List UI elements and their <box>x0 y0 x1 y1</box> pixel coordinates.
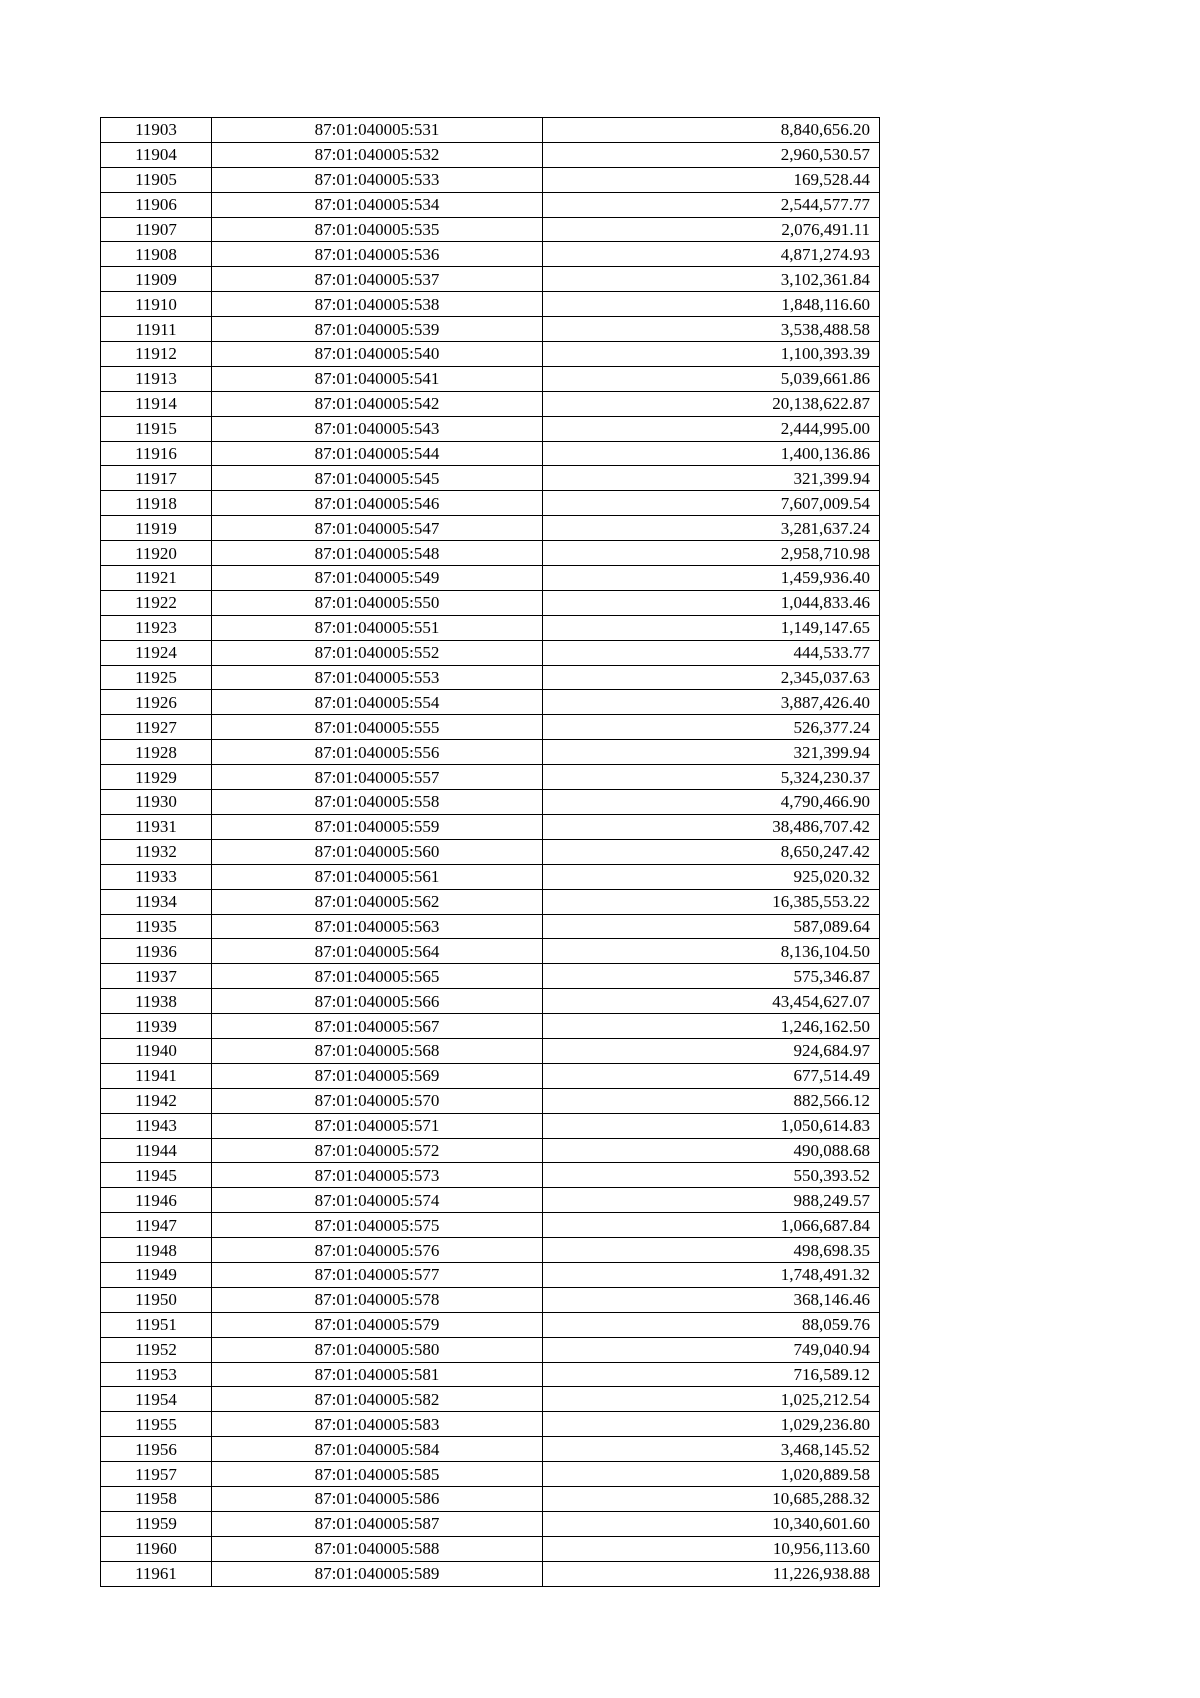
cadastral-number-cell: 87:01:040005:555 <box>212 715 543 740</box>
table-row <box>101 167 880 192</box>
cadastral-number-cell: 87:01:040005:579 <box>212 1312 543 1337</box>
table-row <box>101 142 880 167</box>
cadastral-number-cell: 87:01:040005:540 <box>212 342 543 367</box>
row-number-cell: 11942 <box>101 1088 212 1113</box>
table-row <box>101 1088 880 1113</box>
cadastral-number-cell: 87:01:040005:543 <box>212 416 543 441</box>
cadastral-number-cell: 87:01:040005:547 <box>212 516 543 541</box>
cadastral-number-cell: 87:01:040005:566 <box>212 989 543 1014</box>
table-row <box>101 1312 880 1337</box>
value-cell: 716,589.12 <box>543 1362 880 1387</box>
table-row <box>101 964 880 989</box>
row-number-cell: 11922 <box>101 590 212 615</box>
value-cell: 2,544,577.77 <box>543 192 880 217</box>
value-cell: 1,025,212.54 <box>543 1387 880 1412</box>
table-row <box>101 590 880 615</box>
cadastral-number-cell: 87:01:040005:554 <box>212 690 543 715</box>
table-row <box>101 466 880 491</box>
cadastral-number-cell: 87:01:040005:574 <box>212 1188 543 1213</box>
cadastral-number-cell: 87:01:040005:563 <box>212 914 543 939</box>
cadastral-number-cell: 87:01:040005:564 <box>212 939 543 964</box>
row-number-cell: 11956 <box>101 1437 212 1462</box>
table-row <box>101 416 880 441</box>
row-number-cell: 11925 <box>101 665 212 690</box>
row-number-cell: 11939 <box>101 1014 212 1039</box>
row-number-cell: 11909 <box>101 267 212 292</box>
table-row <box>101 690 880 715</box>
value-cell: 677,514.49 <box>543 1063 880 1088</box>
value-cell: 1,400,136.86 <box>543 441 880 466</box>
table-row <box>101 1213 880 1238</box>
row-number-cell: 11935 <box>101 914 212 939</box>
row-number-cell: 11949 <box>101 1262 212 1287</box>
cadastral-number-cell: 87:01:040005:558 <box>212 790 543 815</box>
row-number-cell: 11913 <box>101 366 212 391</box>
table-row <box>101 814 880 839</box>
row-number-cell: 11937 <box>101 964 212 989</box>
value-cell: 8,136,104.50 <box>543 939 880 964</box>
cadastral-number-cell: 87:01:040005:557 <box>212 765 543 790</box>
row-number-cell: 11915 <box>101 416 212 441</box>
row-number-cell: 11928 <box>101 740 212 765</box>
value-cell: 88,059.76 <box>543 1312 880 1337</box>
cadastral-number-cell: 87:01:040005:550 <box>212 590 543 615</box>
value-cell: 7,607,009.54 <box>543 491 880 516</box>
value-cell: 8,650,247.42 <box>543 839 880 864</box>
value-cell: 5,039,661.86 <box>543 366 880 391</box>
cadastral-number-cell: 87:01:040005:588 <box>212 1536 543 1561</box>
value-cell: 1,748,491.32 <box>543 1262 880 1287</box>
value-cell: 20,138,622.87 <box>543 391 880 416</box>
cadastral-number-cell: 87:01:040005:553 <box>212 665 543 690</box>
table-row <box>101 1387 880 1412</box>
cadastral-number-cell: 87:01:040005:570 <box>212 1088 543 1113</box>
value-cell: 1,246,162.50 <box>543 1014 880 1039</box>
value-cell: 1,050,614.83 <box>543 1113 880 1138</box>
cadastral-number-cell: 87:01:040005:568 <box>212 1038 543 1063</box>
cadastral-number-cell: 87:01:040005:551 <box>212 615 543 640</box>
value-cell: 526,377.24 <box>543 715 880 740</box>
table-row <box>101 217 880 242</box>
table-row <box>101 1262 880 1287</box>
row-number-cell: 11914 <box>101 391 212 416</box>
table-row <box>101 267 880 292</box>
row-number-cell: 11943 <box>101 1113 212 1138</box>
row-number-cell: 11940 <box>101 1038 212 1063</box>
value-cell: 490,088.68 <box>543 1138 880 1163</box>
value-cell: 3,468,145.52 <box>543 1437 880 1462</box>
value-cell: 321,399.94 <box>543 740 880 765</box>
value-cell: 444,533.77 <box>543 640 880 665</box>
row-number-cell: 11933 <box>101 864 212 889</box>
cadastral-number-cell: 87:01:040005:534 <box>212 192 543 217</box>
row-number-cell: 11905 <box>101 167 212 192</box>
row-number-cell: 11930 <box>101 790 212 815</box>
cadastral-number-cell: 87:01:040005:538 <box>212 292 543 317</box>
table-row <box>101 1138 880 1163</box>
table-row <box>101 317 880 342</box>
row-number-cell: 11903 <box>101 118 212 143</box>
row-number-cell: 11904 <box>101 142 212 167</box>
cadastral-number-cell: 87:01:040005:582 <box>212 1387 543 1412</box>
table-row <box>101 1287 880 1312</box>
value-cell: 2,076,491.11 <box>543 217 880 242</box>
row-number-cell: 11910 <box>101 292 212 317</box>
cadastral-number-cell: 87:01:040005:571 <box>212 1113 543 1138</box>
value-cell: 1,848,116.60 <box>543 292 880 317</box>
value-cell: 882,566.12 <box>543 1088 880 1113</box>
cadastral-number-cell: 87:01:040005:586 <box>212 1486 543 1511</box>
cadastral-number-cell: 87:01:040005:567 <box>212 1014 543 1039</box>
row-number-cell: 11944 <box>101 1138 212 1163</box>
value-cell: 3,538,488.58 <box>543 317 880 342</box>
row-number-cell: 11955 <box>101 1412 212 1437</box>
value-cell: 3,887,426.40 <box>543 690 880 715</box>
cadastral-number-cell: 87:01:040005:537 <box>212 267 543 292</box>
table-row <box>101 1437 880 1462</box>
table-row <box>101 566 880 591</box>
cadastral-number-cell: 87:01:040005:542 <box>212 391 543 416</box>
cadastral-number-cell: 87:01:040005:548 <box>212 541 543 566</box>
value-cell: 498,698.35 <box>543 1238 880 1263</box>
value-cell: 10,956,113.60 <box>543 1536 880 1561</box>
cadastral-number-cell: 87:01:040005:578 <box>212 1287 543 1312</box>
row-number-cell: 11931 <box>101 814 212 839</box>
cadastral-number-cell: 87:01:040005:573 <box>212 1163 543 1188</box>
value-cell: 43,454,627.07 <box>543 989 880 1014</box>
row-number-cell: 11957 <box>101 1462 212 1487</box>
value-cell: 550,393.52 <box>543 1163 880 1188</box>
row-number-cell: 11950 <box>101 1287 212 1312</box>
cadastral-number-cell: 87:01:040005:549 <box>212 566 543 591</box>
cadastral-number-cell: 87:01:040005:533 <box>212 167 543 192</box>
row-number-cell: 11938 <box>101 989 212 1014</box>
table-body <box>101 118 880 1587</box>
value-cell: 575,346.87 <box>543 964 880 989</box>
value-cell: 368,146.46 <box>543 1287 880 1312</box>
row-number-cell: 11953 <box>101 1362 212 1387</box>
table-row <box>101 342 880 367</box>
value-cell: 3,281,637.24 <box>543 516 880 541</box>
value-cell: 587,089.64 <box>543 914 880 939</box>
table-row <box>101 839 880 864</box>
row-number-cell: 11926 <box>101 690 212 715</box>
cadastral-number-cell: 87:01:040005:536 <box>212 242 543 267</box>
table-row <box>101 1511 880 1536</box>
row-number-cell: 11924 <box>101 640 212 665</box>
cadastral-number-cell: 87:01:040005:576 <box>212 1238 543 1263</box>
value-cell: 3,102,361.84 <box>543 267 880 292</box>
row-number-cell: 11961 <box>101 1561 212 1586</box>
value-cell: 16,385,553.22 <box>543 889 880 914</box>
table-row <box>101 1486 880 1511</box>
row-number-cell: 11923 <box>101 615 212 640</box>
row-number-cell: 11934 <box>101 889 212 914</box>
cadastral-number-cell: 87:01:040005:545 <box>212 466 543 491</box>
cadastral-number-cell: 87:01:040005:552 <box>212 640 543 665</box>
table-row <box>101 715 880 740</box>
cadastral-number-cell: 87:01:040005:569 <box>212 1063 543 1088</box>
value-cell: 1,459,936.40 <box>543 566 880 591</box>
table-row <box>101 790 880 815</box>
cadastral-number-cell: 87:01:040005:531 <box>212 118 543 143</box>
row-number-cell: 11936 <box>101 939 212 964</box>
cadastral-number-cell: 87:01:040005:581 <box>212 1362 543 1387</box>
table-row <box>101 665 880 690</box>
table-row <box>101 541 880 566</box>
table-row <box>101 1063 880 1088</box>
row-number-cell: 11919 <box>101 516 212 541</box>
cadastral-number-cell: 87:01:040005:559 <box>212 814 543 839</box>
cadastral-number-cell: 87:01:040005:544 <box>212 441 543 466</box>
value-cell: 10,685,288.32 <box>543 1486 880 1511</box>
row-number-cell: 11911 <box>101 317 212 342</box>
table-row <box>101 864 880 889</box>
table-row <box>101 366 880 391</box>
value-cell: 1,066,687.84 <box>543 1213 880 1238</box>
row-number-cell: 11959 <box>101 1511 212 1536</box>
row-number-cell: 11941 <box>101 1063 212 1088</box>
cadastral-number-cell: 87:01:040005:535 <box>212 217 543 242</box>
table-row <box>101 1113 880 1138</box>
value-cell: 38,486,707.42 <box>543 814 880 839</box>
table-row <box>101 1238 880 1263</box>
value-cell: 1,100,393.39 <box>543 342 880 367</box>
value-cell: 5,324,230.37 <box>543 765 880 790</box>
cadastral-number-cell: 87:01:040005:560 <box>212 839 543 864</box>
table-row <box>101 1362 880 1387</box>
data-table <box>100 117 880 1587</box>
cadastral-number-cell: 87:01:040005:532 <box>212 142 543 167</box>
row-number-cell: 11916 <box>101 441 212 466</box>
cadastral-number-cell: 87:01:040005:561 <box>212 864 543 889</box>
table-row <box>101 516 880 541</box>
cadastral-number-cell: 87:01:040005:584 <box>212 1437 543 1462</box>
table-row <box>101 1561 880 1586</box>
table-row <box>101 441 880 466</box>
row-number-cell: 11946 <box>101 1188 212 1213</box>
table-row <box>101 640 880 665</box>
cadastral-number-cell: 87:01:040005:562 <box>212 889 543 914</box>
table-row <box>101 242 880 267</box>
row-number-cell: 11947 <box>101 1213 212 1238</box>
table-row <box>101 740 880 765</box>
row-number-cell: 11929 <box>101 765 212 790</box>
value-cell: 10,340,601.60 <box>543 1511 880 1536</box>
row-number-cell: 11917 <box>101 466 212 491</box>
row-number-cell: 11958 <box>101 1486 212 1511</box>
value-cell: 988,249.57 <box>543 1188 880 1213</box>
value-cell: 2,958,710.98 <box>543 541 880 566</box>
value-cell: 4,871,274.93 <box>543 242 880 267</box>
cadastral-number-cell: 87:01:040005:587 <box>212 1511 543 1536</box>
table-row <box>101 1412 880 1437</box>
value-cell: 1,029,236.80 <box>543 1412 880 1437</box>
cadastral-number-cell: 87:01:040005:556 <box>212 740 543 765</box>
cadastral-number-cell: 87:01:040005:577 <box>212 1262 543 1287</box>
value-cell: 925,020.32 <box>543 864 880 889</box>
table-row <box>101 118 880 143</box>
row-number-cell: 11908 <box>101 242 212 267</box>
row-number-cell: 11932 <box>101 839 212 864</box>
row-number-cell: 11960 <box>101 1536 212 1561</box>
value-cell: 2,960,530.57 <box>543 142 880 167</box>
cadastral-number-cell: 87:01:040005:541 <box>212 366 543 391</box>
table-row <box>101 1014 880 1039</box>
cadastral-number-cell: 87:01:040005:585 <box>212 1462 543 1487</box>
row-number-cell: 11921 <box>101 566 212 591</box>
cadastral-number-cell: 87:01:040005:589 <box>212 1561 543 1586</box>
value-cell: 924,684.97 <box>543 1038 880 1063</box>
row-number-cell: 11920 <box>101 541 212 566</box>
cadastral-number-cell: 87:01:040005:580 <box>212 1337 543 1362</box>
table-row <box>101 491 880 516</box>
value-cell: 1,020,889.58 <box>543 1462 880 1487</box>
value-cell: 749,040.94 <box>543 1337 880 1362</box>
table-row <box>101 889 880 914</box>
table-row <box>101 1337 880 1362</box>
cadastral-number-cell: 87:01:040005:572 <box>212 1138 543 1163</box>
table-row <box>101 1462 880 1487</box>
row-number-cell: 11906 <box>101 192 212 217</box>
value-cell: 1,044,833.46 <box>543 590 880 615</box>
value-cell: 11,226,938.88 <box>543 1561 880 1586</box>
table-row <box>101 1163 880 1188</box>
table-row <box>101 1038 880 1063</box>
row-number-cell: 11918 <box>101 491 212 516</box>
cadastral-number-cell: 87:01:040005:565 <box>212 964 543 989</box>
row-number-cell: 11907 <box>101 217 212 242</box>
cadastral-number-cell: 87:01:040005:546 <box>212 491 543 516</box>
cadastral-number-cell: 87:01:040005:575 <box>212 1213 543 1238</box>
table-row <box>101 192 880 217</box>
row-number-cell: 11912 <box>101 342 212 367</box>
table-row <box>101 989 880 1014</box>
value-cell: 321,399.94 <box>543 466 880 491</box>
table-row <box>101 914 880 939</box>
row-number-cell: 11948 <box>101 1238 212 1263</box>
table-row <box>101 292 880 317</box>
value-cell: 2,444,995.00 <box>543 416 880 441</box>
value-cell: 169,528.44 <box>543 167 880 192</box>
cadastral-number-cell: 87:01:040005:583 <box>212 1412 543 1437</box>
value-cell: 4,790,466.90 <box>543 790 880 815</box>
value-cell: 1,149,147.65 <box>543 615 880 640</box>
row-number-cell: 11951 <box>101 1312 212 1337</box>
table-row <box>101 939 880 964</box>
row-number-cell: 11952 <box>101 1337 212 1362</box>
table-row <box>101 765 880 790</box>
cadastral-number-cell: 87:01:040005:539 <box>212 317 543 342</box>
value-cell: 2,345,037.63 <box>543 665 880 690</box>
table-row <box>101 1536 880 1561</box>
table-row <box>101 391 880 416</box>
row-number-cell: 11945 <box>101 1163 212 1188</box>
table-row <box>101 615 880 640</box>
table-row <box>101 1188 880 1213</box>
row-number-cell: 11927 <box>101 715 212 740</box>
row-number-cell: 11954 <box>101 1387 212 1412</box>
value-cell: 8,840,656.20 <box>543 118 880 143</box>
